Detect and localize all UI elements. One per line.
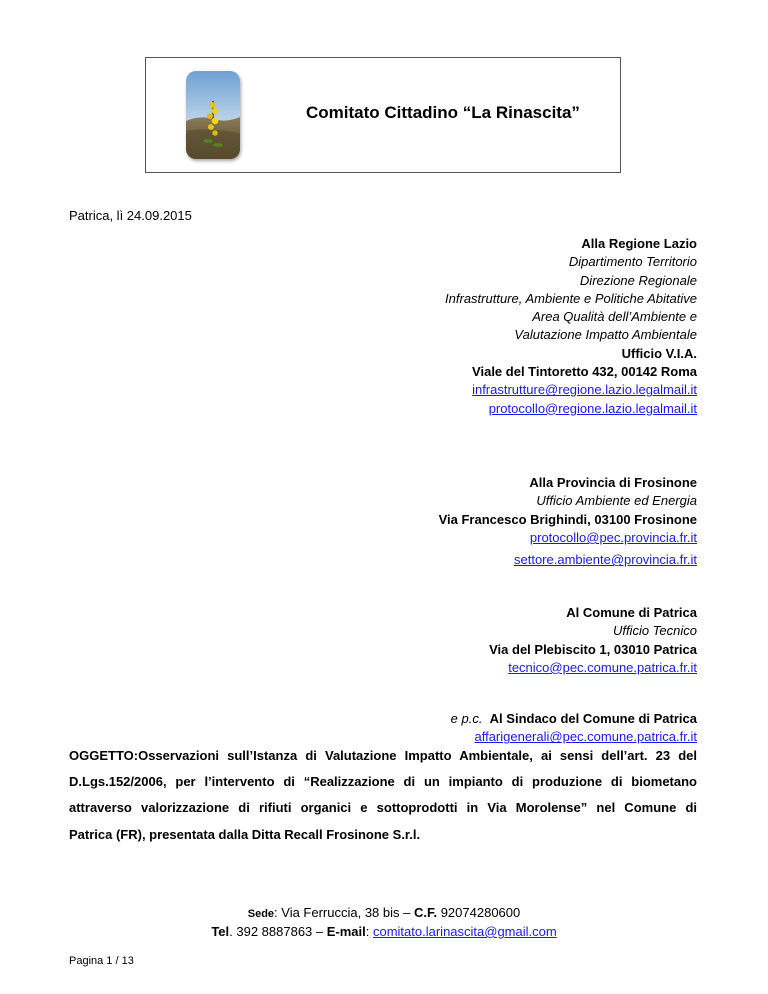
recipient-direction: Direzione Regionale (579, 272, 697, 288)
footer-contact-line (0, 923, 768, 940)
sede-value: : Via Ferruccia, 38 bis – (274, 905, 414, 920)
footer-email-link[interactable]: comitato.larinascita@gmail.com (372, 924, 557, 939)
recipient-regione (445, 235, 697, 418)
recipient-name: Alla Regione Lazio (581, 236, 697, 251)
recipient-address: Via Francesco Brighindi, 03100 Frosinone (438, 511, 697, 527)
email-link[interactable]: tecnico@pec.comune.patrica.fr.it (508, 659, 697, 675)
letterhead-box (145, 57, 621, 173)
tel-value: . 392 8887863 – (229, 924, 327, 939)
recipient-sindaco (451, 710, 697, 747)
subject-line: OGGETTO:Osservazioni sull’Istanza di Valutazione Impatto Ambientale, ai sensi dell’art. 23 del (69, 748, 697, 763)
recipient-office: Ufficio Ambiente ed Energia (536, 493, 697, 509)
committee-title: Comitato Cittadino “La Rinascita” (306, 103, 580, 122)
page-number: Pagina 1 / 13 (69, 955, 134, 967)
sede-label: Sede (247, 908, 275, 920)
recipient-area: Area Qualità dell’Ambiente e (532, 309, 697, 325)
recipient-name: Alla Provincia di Frosinone (529, 475, 697, 490)
date-line: Patrica, lì 24.09.2015 (69, 208, 192, 223)
recipient-address: Viale del Tintoretto 432, 00142 Roma (472, 364, 697, 380)
email-label: E-mail (326, 924, 366, 939)
email-link[interactable]: settore.ambiente@provincia.fr.it (513, 552, 697, 568)
subject-line: attraverso valorizzazione di rifiuti organici e sottoprodotti in Via Morolense” nel Comune di (69, 800, 697, 816)
footer-sede-line (0, 904, 768, 923)
cc-prefix: e p.c. (450, 711, 483, 726)
cf-value: 92074280600 (437, 905, 521, 920)
recipient-office: Ufficio Tecnico (612, 623, 697, 639)
committee-logo-image (186, 71, 240, 159)
tel-label: Tel (211, 924, 230, 939)
recipient-comune (489, 604, 697, 677)
email-link[interactable]: infrastrutture@regione.lazio.legalmail.it (472, 382, 697, 398)
recipient-office: Ufficio V.I.A. (621, 345, 697, 361)
subject-paragraph (69, 743, 697, 848)
recipient-provincia (439, 474, 697, 569)
recipient-division: Infrastrutture, Ambiente e Politiche Abitative (445, 290, 697, 306)
email-link[interactable]: affarigenerali@pec.comune.patrica.fr.it (474, 729, 697, 745)
email-separator: : (365, 924, 373, 939)
flower-photo-icon (186, 71, 240, 159)
page-footer (0, 904, 768, 940)
recipient-name: Al Sindaco del Comune di Patrica (489, 711, 697, 726)
recipient-department: Dipartimento Territorio (568, 254, 697, 270)
recipient-address: Via del Plebiscito 1, 03010 Patrica (489, 641, 697, 657)
recipient-name: Al Comune di Patrica (566, 605, 697, 620)
recipient-area-detail: Valutazione Impatto Ambientale (514, 327, 697, 343)
email-link[interactable]: protocollo@regione.lazio.legalmail.it (488, 400, 697, 416)
subject-line: Patrica (FR), presentata dalla Ditta Recall Frosinone S.r.l. (69, 826, 421, 842)
cf-label: C.F. (413, 905, 438, 920)
email-link[interactable]: protocollo@pec.provincia.fr.it (529, 529, 697, 545)
subject-line: D.Lgs.152/2006, per l’intervento di “Realizzazione di un impianto di produzione di biometano (69, 774, 697, 790)
